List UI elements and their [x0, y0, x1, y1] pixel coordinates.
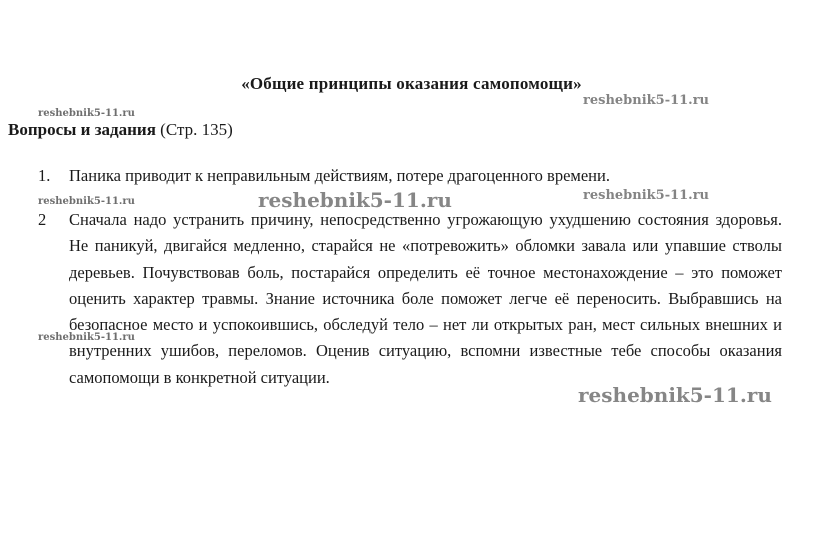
answer-item: [38, 163, 782, 189]
answer-item: [38, 207, 782, 391]
answer-number: 1.: [38, 166, 51, 185]
watermark: reshebnik5-11.ru: [258, 188, 452, 212]
watermark: reshebnik5-11.ru: [583, 188, 710, 203]
watermark: reshebnik5-11.ru: [38, 332, 135, 343]
answer-text: Паника приводит к неправильным действиям, потере драгоценного времени.: [69, 166, 610, 185]
answer-number: 2: [38, 210, 47, 229]
section-heading-label: Вопросы и задания: [8, 120, 156, 139]
section-heading: [8, 120, 233, 140]
document-title: «Общие принципы оказания самопомощи»: [241, 74, 582, 93]
section-heading-page-ref: (Стр. 135): [155, 120, 233, 139]
watermark: reshebnik5-11.ru: [583, 93, 710, 108]
answer-text: Сначала надо устранить причину, непосредственно угрожающую ухудшению состояния здоровья. Не паникуй, двигайся медленно, старайся не «потревожить» обломки завала или упавшие стволы деревьев. Почувствовав боль, постарайся определить её точное местонахождение – это поможет оценить характер травмы. Знание источника боле поможет легче её переносить. Выбравшись на безопасное место и успокоившись, обследуй тело – нет ли открытых ран, мест сильных внешних и внутренних ушибов, переломов. Оценив ситуацию, вспомни известные тебе способы оказания самопомощи в конкретной ситуации.: [69, 210, 782, 387]
watermark: reshebnik5-11.ru: [578, 383, 772, 407]
watermark: reshebnik5-11.ru: [38, 108, 135, 119]
watermark: reshebnik5-11.ru: [38, 196, 135, 207]
